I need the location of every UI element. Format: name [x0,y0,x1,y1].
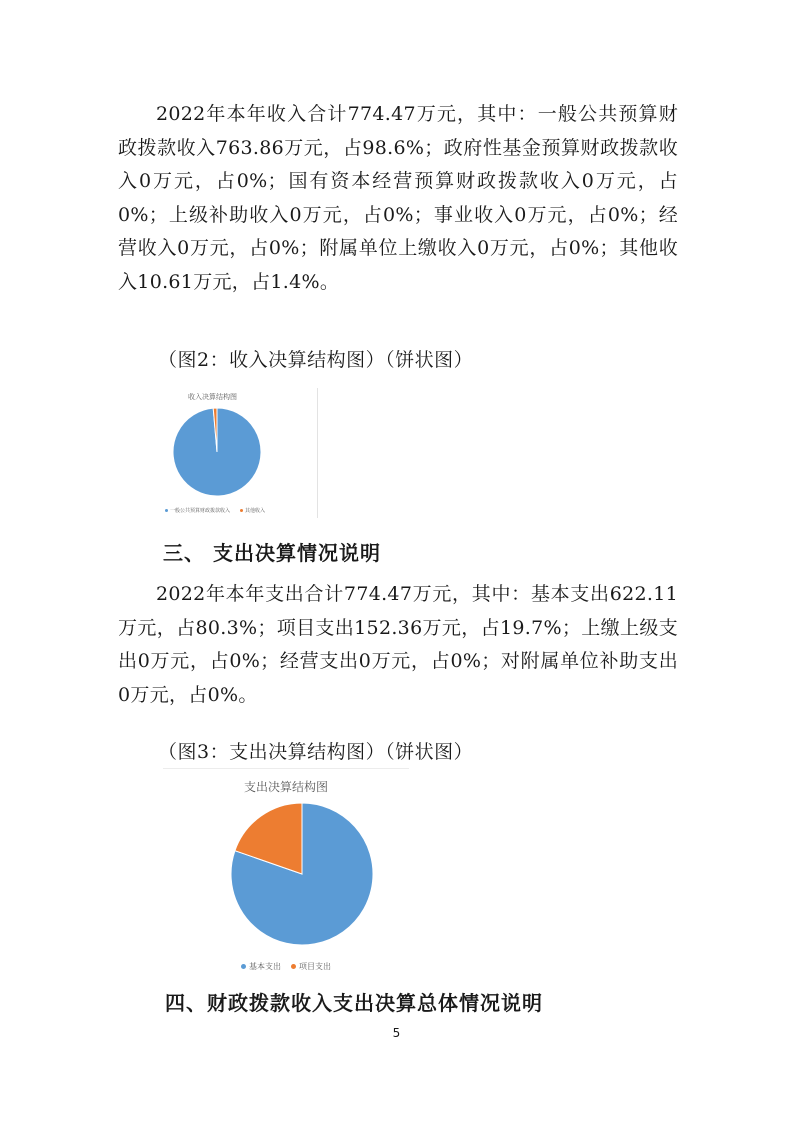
figure2-caption: （图2：收入决算结构图）（饼状图） [158,349,474,371]
income-chart [163,386,318,520]
chart-legend [163,961,409,972]
legend-label: 基本支出 [249,962,281,971]
legend-item [291,961,331,972]
legend-swatch [291,964,296,969]
legend-label: 项目支出 [299,962,331,971]
legend-swatch [241,964,246,969]
page-number: 5 [392,1026,401,1040]
chart-title: 收入决算结构图 [188,393,237,401]
section-4-heading: 四、财政拨款收入支出决算总体情况说明 [165,991,543,1015]
expenditure-paragraph: 2022年本年支出合计774.47万元，其中：基本支出622.11万元，占80.3%；项目支出152.36万元，占19.7%；上缴上级支出0万元，占0%；经营支出0万元，占0%；对附属单位补助支出0万元，占0%。 [118,583,678,706]
income-paragraph: 2022年本年收入合计774.47万元，其中：一般公共预算财政拨款收入763.86万元，占98.6%；政府性基金预算财政拨款收入0万元，占0%；国有资本经营预算财政拨款收入0万元，占0%；上级补助收入0万元，占0%；事业收入0万元，占0%；经营收入0万元，占0%；附属单位上缴收入0万元，占0%；其他收入10.61万元，占1.4%。 [118,103,678,293]
legend-item [165,507,230,514]
legend-label: 其他收入 [245,508,266,514]
income-pie [171,406,271,496]
figure3-caption: （图3：支出决算结构图）（饼状图） [158,741,474,763]
chart-title: 支出决算结构图 [243,780,328,794]
legend-label: 一般公共预算财政拨款收入 [170,508,231,514]
legend-swatch [165,509,168,512]
chart-legend [165,507,318,514]
section-3-heading: 三、 支出决算情况说明 [163,541,381,565]
legend-item [241,961,281,972]
expenditure-pie [227,802,377,952]
chart-border [163,768,409,769]
legend-swatch [240,509,243,512]
legend-item [240,507,265,514]
chart-border [317,388,318,518]
expenditure-chart [163,768,409,980]
